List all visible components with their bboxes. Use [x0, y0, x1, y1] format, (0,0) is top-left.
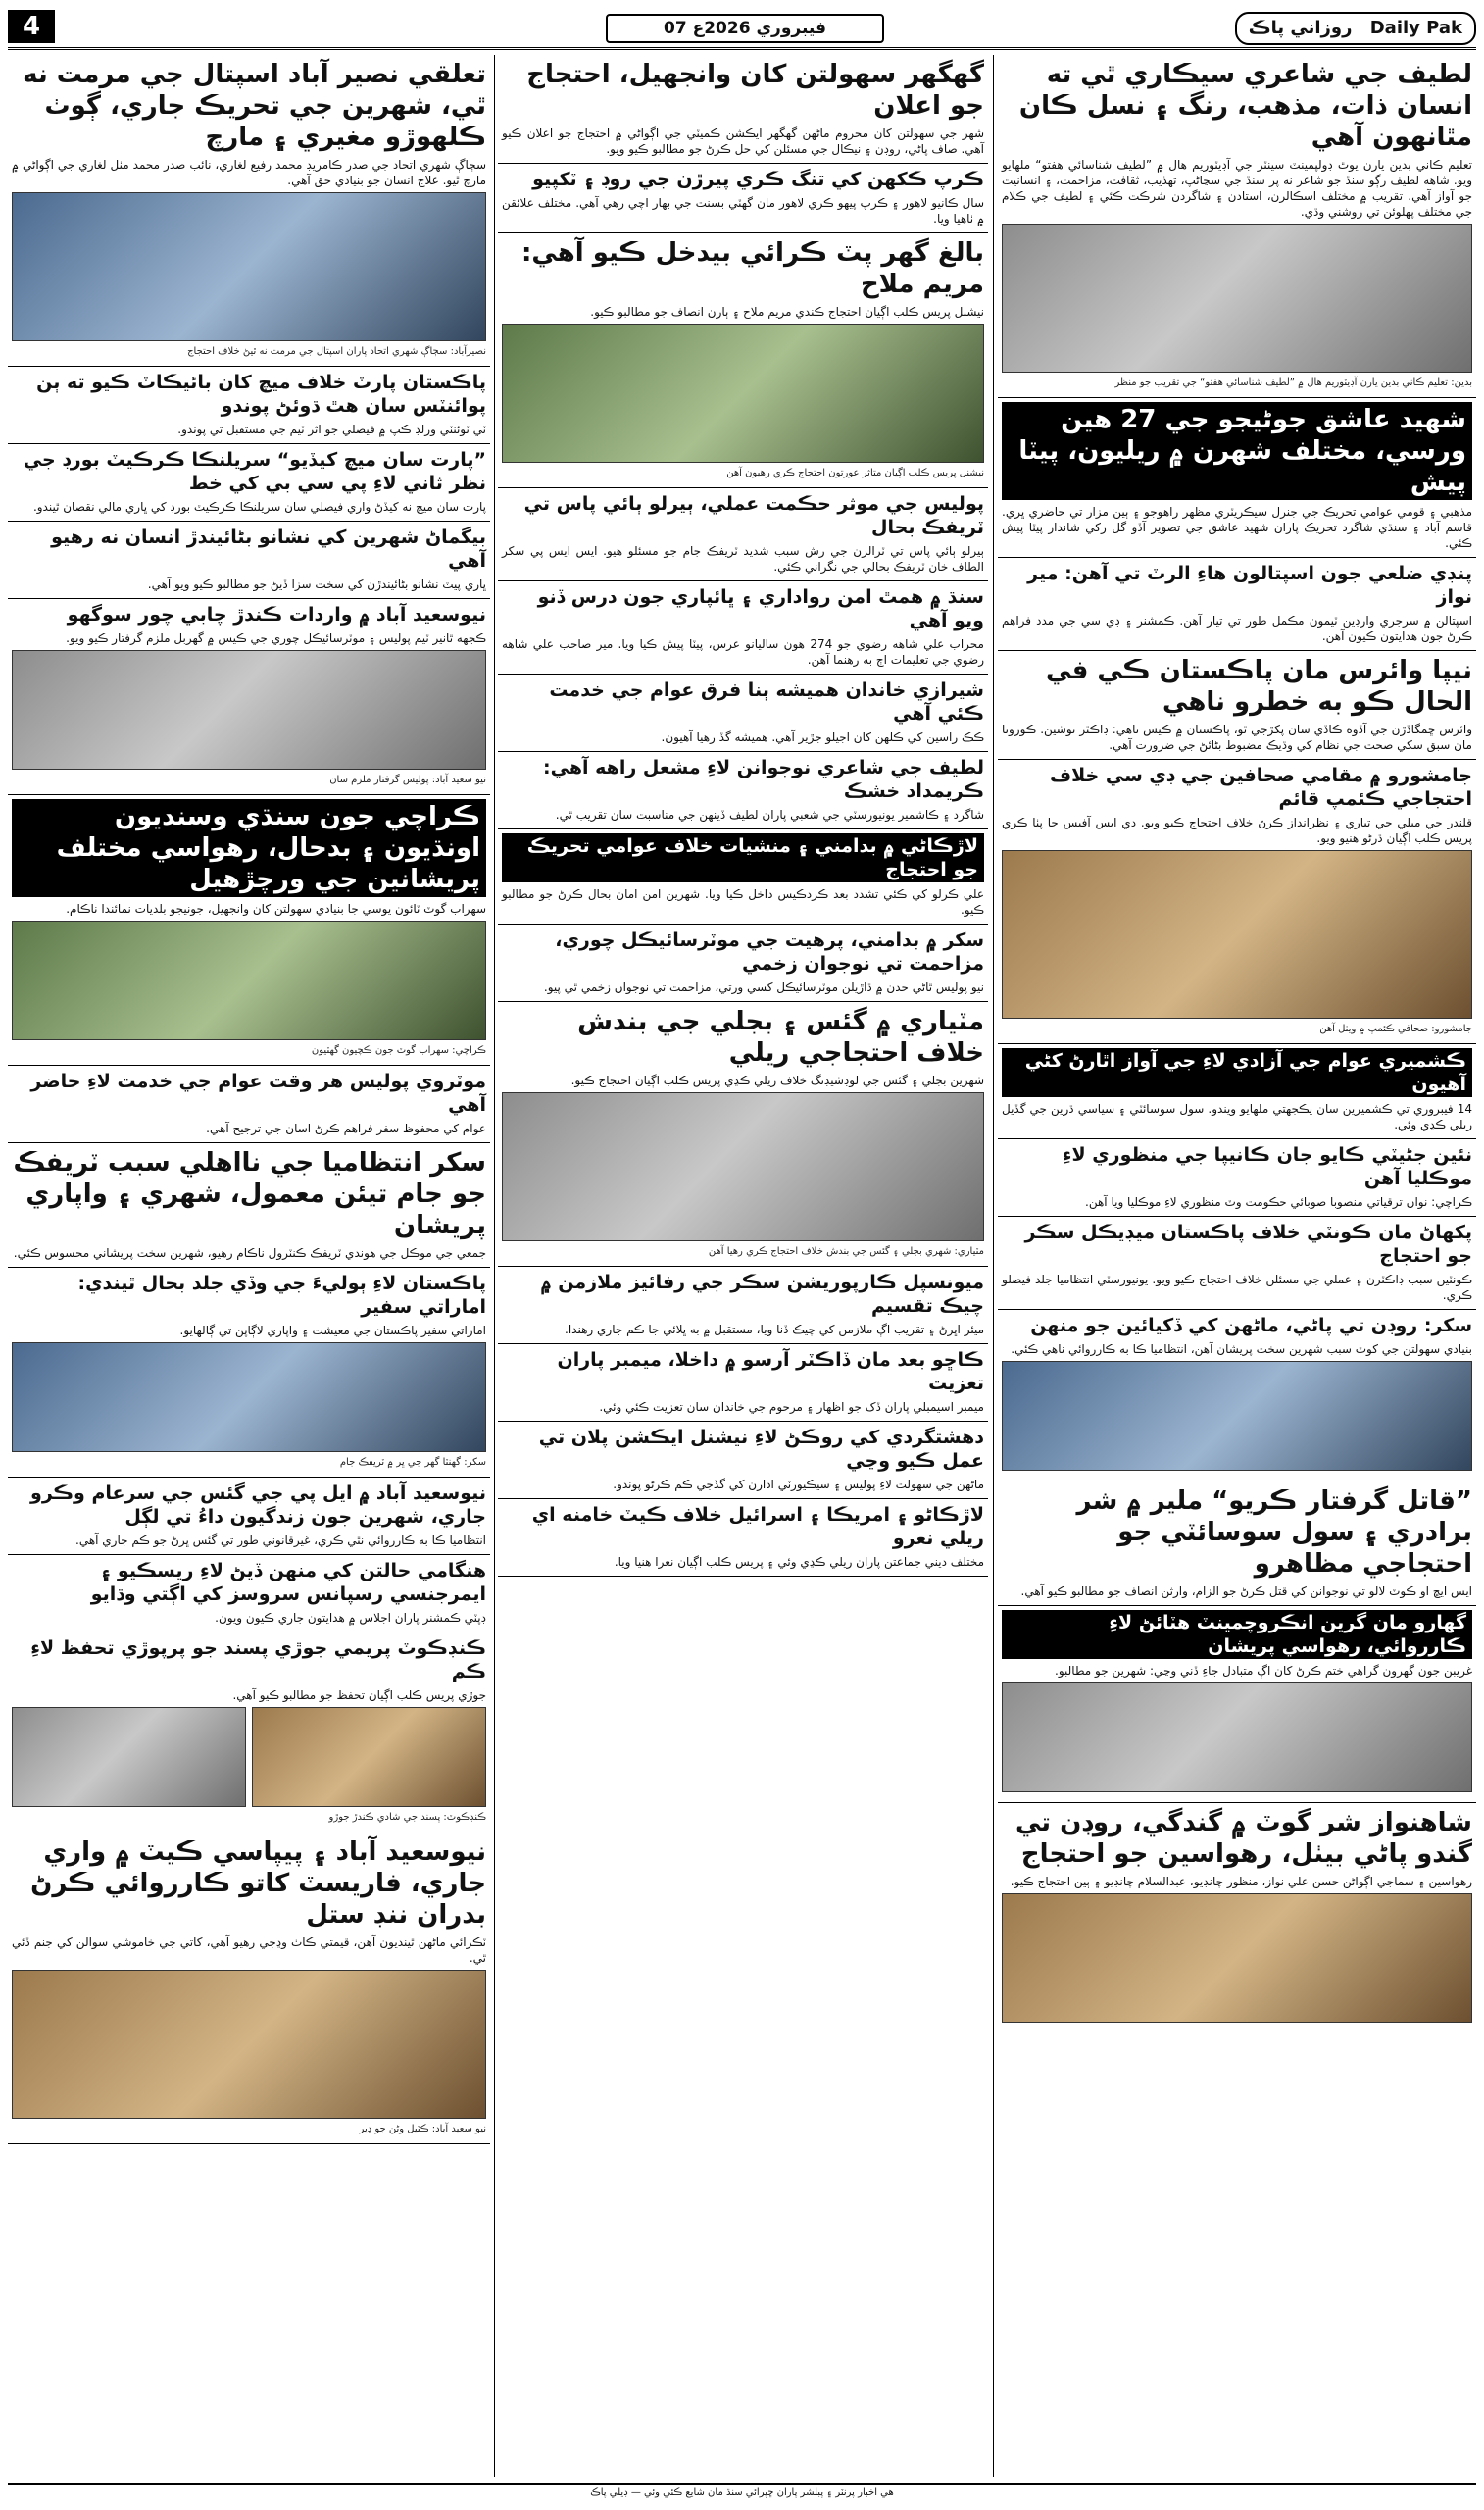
article	[8, 1143, 490, 1268]
article-body: ايس ايڇ او ڪوٽ لالو تي نوجوانن کي قتل ڪرڻ جو الزام، وارثن انصاف جو مطالبو ڪيو آهي.	[1020, 1584, 1472, 1598]
article	[498, 675, 988, 752]
article-headline: بالغ گهر پٽ ڪرائي بيدخل ڪيو آهي: مريم ملاح	[521, 238, 984, 299]
news-photo	[502, 324, 984, 463]
article	[998, 398, 1476, 558]
photo-caption: مٽياري: شهري بجلي ۽ گئس جي بندش خلاف احتجاج ڪري رهيا آهن	[708, 1246, 984, 1257]
article-headline: شهيد عاشق جوڻيجو جي 27 هين ورسي، مختلف شهرن ۾ ريليون، پيٽا پيش	[1002, 402, 1472, 500]
news-photo	[12, 1707, 246, 1807]
article-body: مذهبي ۽ قومي عوامي تحريڪ جي جنرل سيڪريٽري مظهر راهوجو ۽ ٻين مزار تي حاضري ڀري. قاسم آباد ۽ سنڌي شاگرد تحريڪ پاران شهيد عاشق جي تصوير آڏو گل رکي شاندار پيٽا پيش ڪئي.	[1002, 505, 1472, 550]
newspaper-page	[8, 8, 1476, 2502]
article-body: جمعي جي موڪل جي هوندي ٽريفڪ ڪنٽرول ناڪام رهيو، شهرين سخت پريشاني محسوس ڪئي.	[13, 1246, 486, 1260]
article	[498, 1422, 988, 1499]
article-headline: نيوسعيد آباد ۾ واردات ڪندڙ چابي چور سوگهو	[67, 604, 486, 626]
article-headline: پنڊي ضلعي جون اسپتالون هاءِ الرٽ تي آهن: مير نواز	[1027, 563, 1472, 608]
article	[998, 1217, 1476, 1310]
publisher-footer: هي اخبار پرنٽر ۽ پبلشر پاران ڇپرائي سنڌ مان شايع ڪئي وئي — ڊيلي پاڪ	[8, 2483, 1476, 2502]
brand-english: Daily Pak	[1369, 18, 1462, 38]
article-body: جوڙي پريس ڪلب اڳيان تحفظ جو مطالبو ڪيو آهي.	[232, 1688, 486, 1702]
article-headline: سکر ۾ بدامني، پرهيت جي موٽرسائيڪل چوري، مزاحمت تي نوجوان زخمي	[555, 929, 984, 975]
article-body: قلندر جي ميلي جي تياري ۽ نظرانداز ڪرڻ خلاف احتجاج ڪيو ويو. ڊي ايس آفيس جا پٺا ڪري پريس ڪلب اڳيان ڌرڻو هنيو ويو.	[1002, 816, 1472, 845]
article	[498, 55, 988, 164]
article-body: اسپتالن ۾ سرجري وارڊين ٽيمون مڪمل طور تي تيار آهن. ڪمشنر ۽ ڊي سي جي مدد فراهم ڪرڻ جون هدايتون ڪيون آهن.	[1002, 614, 1472, 643]
photo-caption: نيو سعيد آباد: پوليس گرفتار ملزم سان	[329, 775, 486, 785]
article-headline: بيگماڻ شهرين کي نشانو بڻائيندڙ انسان نه رهيو آهي	[51, 527, 486, 572]
article-body: سال ڪانيو لاهور ۽ ڪرپ پيهو ڪري لاهور مان گهٽي بسنت جي بهار اچي رهي آهي. مختلف علائقن ۾ ٺاهيا ويا.	[502, 196, 984, 226]
middle-column	[498, 55, 988, 2477]
article	[8, 1066, 490, 1143]
article	[498, 1344, 988, 1422]
news-photo	[12, 1970, 486, 2119]
article-headline: لطيف جي شاعري سيڪاري ٿي ته انسان ذات، مذهب، رنگ ۽ نسل ڪان مٿانهون آهي	[1018, 60, 1472, 152]
article-body: ميمبر اسيمبلي پاران ڏک جو اظهار ۽ مرحوم جي خاندان سان تعزيت ڪئي وئي.	[599, 1400, 984, 1414]
article-headline: مٽياري ۾ گئس ۽ بجلي جي بندش خلاف احتجاجي ريلي	[577, 1007, 984, 1068]
article-body: پارت سان ميچ نه کيڏڻ واري فيصلي سان سريلنڪا ڪرڪيٽ بورڊ کي ڀاري مالي نقصان ٿيندو.	[32, 500, 486, 514]
newspaper-brand	[1235, 12, 1476, 45]
article-body: انتظاميا ڪا به ڪارروائي نٿي ڪري، غيرقانوني طور تي گئس ڀرڻ جو ڪم جاري آهي.	[75, 1533, 486, 1547]
article-headline: ڪراچي جون سنڌي وسنديون اونڌيون ۽ بدحال، رهواسي مختلف پريشانين جي ورچڙهيل	[12, 799, 486, 897]
article-body: محراب علي شاهه رضوي جو 274 هون ساليانو عرس، پيٽا پيش ڪيا ويا. مير صاحب علي شاهه رضوي جي تعليمات اڄ به رهنما آهن.	[502, 637, 984, 667]
article	[998, 1481, 1476, 1606]
article	[8, 444, 490, 522]
article	[998, 1803, 1476, 2033]
article-headline: ڪنڊڪوٽ پريمي جوڙي پسند جو پرپوڙي تحفظ لاءِ ڪم	[30, 1637, 486, 1682]
article-body: ڪونٽين سبب ڊاڪٽرن ۽ عملي جي مسئلن خلاف احتجاج ڪيو ويو. يونيورسٽي انتظاميا جلد فيصلو ڪري.	[1002, 1273, 1472, 1302]
article-body: شهرين بجلي ۽ گئس جي لوڊشيڊنگ خلاف ريلي ڪڍي پريس ڪلب اڳيان احتجاج ڪيو.	[570, 1074, 984, 1087]
article	[8, 1478, 490, 1555]
article-body: سهراب گوٽ ٽائون يوسي جا بنيادي سهولتن کان وانجهيل، جونيجو بلديات نمائندا ناڪام.	[66, 902, 486, 916]
article-body: مختلف ديني جماعتن پاران ريلي ڪڍي وئي ۽ پريس ڪلب اڳيان نعرا هنيا ويا.	[614, 1555, 984, 1569]
article	[498, 233, 988, 488]
article-headline: ڪرپ ڪکهن کي تنگ ڪري پيرڙن جي روڊ ۽ ٽکپيو	[532, 169, 984, 190]
article	[498, 581, 988, 675]
news-photo	[502, 1092, 984, 1241]
article	[998, 1310, 1476, 1481]
article	[498, 1499, 988, 1577]
article	[498, 925, 988, 1002]
news-photo	[252, 1707, 486, 1807]
article-headline: هنگامي حالتن کي منهن ڏيڻ لاءِ ريسڪيو ۽ ايمرجنسي رسپانس سروسز کي اڳتي وڌايو	[90, 1560, 486, 1605]
photo-caption: نيشنل پريس ڪلب اڳيان متاثر عورتون احتجاج ڪري رهيون آهن	[726, 468, 984, 478]
column-rule	[993, 55, 994, 2477]
article-body: ٽي ٽوئنٽي ورلڊ ڪپ ۾ فيصلي جو اثر ٽيم جي مستقبل تي پوندو.	[177, 423, 486, 436]
article-headline: نئين جڻيٽي ڪايو جان ڪانيپا جي منظوري لاءِ موڪليا آهن	[1062, 1144, 1472, 1189]
news-photo	[1002, 1682, 1472, 1792]
article	[8, 599, 490, 795]
article-body: سڄاڳ شهري اتحاد جي صدر ڪامريڊ محمد رفيع لغاري، نائب صدر محمد مٺل لغاري جي اڳواڻي ۾ مارچ ٿيو. علاج انسان جو بنيادي حق آهي.	[12, 158, 486, 187]
article-headline: پاڪستان لاءِ ٻوليءَ جي وڏي جلد بحال ٿيندي: اماراتي سفير	[77, 1273, 486, 1318]
article-body: ڪجهه ٿانير ٽيم پوليس ۽ موٽرسائيڪل چوري جي ڪيس ۾ گهربل ملزم گرفتار ڪيو ويو.	[66, 631, 486, 645]
news-photo	[1002, 850, 1472, 1019]
news-photo	[12, 1342, 486, 1452]
article-headline: گهارو مان گرين انڪروچمينٽ هٽائڻ لاءِ ڪارروائي، رهواسي پريشان	[1002, 1610, 1472, 1659]
article-body: رهواسين ۽ سماجي اڳواڻن حسن علي نواز، منظور چانڊيو، عبدالسلام چانڊيو ۽ ٻين احتجاج ڪيو.	[1010, 1875, 1472, 1888]
article-headline: سکر انتظاميا جي نااهلي سبب ٽريفڪ جو جام تيئن معمول، شهري ۽ واپاري پريشان	[13, 1148, 486, 1240]
article-headline: پوليس جي موثر حڪمت عملي، ٻيرلو ٻائي پاس تي ٽريفڪ بحال	[523, 493, 984, 538]
article	[8, 1268, 490, 1478]
article-headline: ميونسپل ڪارپوريشن سڪر جي رفائيز ملازمن ۾ چيڪ تقسيم	[540, 1272, 984, 1317]
article-headline: نيوسعيد آباد ۽ پيپاسي ڪيٽ ۾ واري جاري، فاريسٽ کاتو ڪارروائي ڪرڻ بدران ننڊ ستل	[30, 1837, 486, 1930]
article-body: شاگرد ۽ ڪاشمير يونيورسٽي جي شعبي پاران لطيف ڏينهن جي مناسبت سان تقريب ٿي.	[555, 808, 984, 822]
photo-caption: جامشورو: صحافي ڪئمپ ۾ ويٺل آهن	[1319, 1024, 1472, 1034]
article-body: ڪڪ راسين کي ڪلهن کان اجيلو جڙير آهي. هميشه گڏ رهيا آهيون.	[661, 730, 984, 744]
article-body: تعليم ڪاني بدين يارن يوٿ ڊولپمينٽ سينٽر جي آڊيٽوريم هال ۾ ”لطيف شناسائي هفتو“ ملهايو ويو. شاهه لطيف رڳو سنڌ جو شاعر نه پر سنڌ جي سڃاڻپ، تهذيب، ثقافت، مزاحمت، ۽ انسانيت جو آواز آهي. تقريب ۾ مختلف اسڪالرن، استادن ۽ شاگردن شرڪت ڪئي ۽ لطيف جي ڪلام جي مختلف پهلوئن تي روشني وڌي.	[1002, 158, 1472, 219]
photo-caption: بدين: تعليم ڪاني بدين يارن آڊيٽوريم هال ۾ ”لطيف شناسائي هفتو“ جي تقريب جو منظر	[1114, 377, 1472, 388]
article-headline: ڪشميري عوام جي آزادي لاءِ جي آواز اٿارڻ کڻي آهيون	[1002, 1048, 1472, 1097]
article	[998, 558, 1476, 651]
article	[498, 752, 988, 829]
article	[498, 1267, 988, 1344]
article	[998, 1044, 1476, 1139]
article	[998, 651, 1476, 760]
article	[8, 1832, 490, 2144]
article-body: ميئر اڀرڻ ۽ تقريب اڳ ملازمن کي چيڪ ڏنا ويا، مستقبل ۾ به ڀلائي جا ڪم جاري رهندا.	[565, 1323, 984, 1336]
article-headline: لاڙڪاڻي ۾ بدامني ۽ منشيات خلاف عوامي تحريڪ جو احتجاج	[502, 833, 984, 882]
article-body: ٽڪرائي ماڻهن ٿينديون آهن، قيمتي ڪاٺ وڍجي رهيو آهي، کاتي جي خاموشي سوالن کي جنم ڏئي ٿي.	[12, 1935, 486, 1965]
news-photo	[1002, 1361, 1472, 1471]
article-body: ماڻهن جي سهولت لاءِ پوليس ۽ سيڪيورٽي ادارن کي گڏجي ڪم ڪرڻو پوندو.	[613, 1478, 984, 1491]
article	[8, 795, 490, 1066]
article-headline: سکر: روڊن تي پاڻي، ماڻهن کي ڏکيائين جو منهن	[1030, 1315, 1472, 1336]
article-headline: پاڪستان پارٽ خلاف ميچ کان بائيڪاٽ ڪيو ته ٻن پوائنٽس سان هٿ ڌوئڻ پوندو	[36, 372, 486, 417]
photo-caption: ڪنڊڪوٽ: پسند جي شادي ڪندڙ جوڙو	[328, 1812, 486, 1823]
article-headline: شاهنواز شر گوٽ ۾ گندگي، روڊن تي گندو پاڻي بيٺل، رهواسين جو احتجاج	[1014, 1808, 1472, 1869]
article-headline: ڪاڇو بعد مان ڏاڪٽر آرسو ۾ داخلا، ميمبر پاران تعزيت	[557, 1349, 984, 1394]
article-body: ڊپٽي ڪمشنر پاران اجلاس ۾ هدايتون جاري ڪيون ويون.	[215, 1611, 486, 1625]
article	[498, 1002, 988, 1267]
article-headline: ”قاتل گرفتار ڪريو“ ملير ۾ شر برادري ۽ سول سوسائٽي جو احتجاجي مظاهرو	[1076, 1486, 1472, 1579]
photo-caption: سکر: گهنٽا گهر جي ڀر ۾ ٽريفڪ جام	[339, 1457, 486, 1468]
article-headline: پکهاڻ مان ڪونٽي خلاف پاڪستان ميڊيڪل سڪر جو احتجاج	[1024, 1222, 1472, 1267]
news-photo	[12, 921, 486, 1040]
article-headline: نيپا وائرس مان پاڪستان ڪي في الحال ڪو به خطرو ناهي	[1046, 656, 1472, 717]
article-headline: دهشتگردي کي روڪڻ لاءِ نيشنل ايڪشن پلان تي عمل ڪيو وڃي	[538, 1427, 984, 1472]
article-body: نيو پوليس ٿاڻي حدن ۾ ڌاڙيلن موٽرسائيڪل کسي ورتي، مزاحمت تي نوجوان زخمي ٿي پيو.	[543, 980, 984, 994]
article	[498, 829, 988, 925]
article	[8, 1632, 490, 1832]
article	[998, 1139, 1476, 1217]
article	[8, 55, 490, 367]
column-rule	[494, 55, 495, 2477]
article-headline: جامشورو ۾ مقامي صحافين جي ڊي سي خلاف احتجاجي ڪئمپ قائم	[1050, 765, 1472, 810]
article-headline: نيوسعيد آباد ۾ ايل پي جي گئس جي سرعام وڪرو جاري، شهرين جون زندگيون داءُ تي لڳل	[30, 1482, 486, 1528]
article	[8, 1555, 490, 1632]
photo-pair	[12, 1703, 486, 1811]
right-column	[998, 55, 1476, 2477]
article-body: وائرس ڇمگاڏڙن جي آڏوه ڪاڏي سان پکڙجي ٿو، پاڪستان ۾ ڪيس ناهي: ڊاڪٽر نوشين. ڪورونا مان سبق سکي صحت جي نظام کي وڌيڪ مضبوط بڻائڻ جي ضرورت آهي.	[1002, 723, 1472, 752]
article-body: نيشنل پريس ڪلب اڳيان احتجاج ڪندي مريم ملاح ۽ ٻارن انصاف جو مطالبو ڪيو.	[590, 305, 984, 319]
article-headline: سنڌ ۾ همٿ امن رواداري ۽ ڀائپاري جون درس ڏنو ويو آهي	[537, 586, 984, 631]
masthead	[8, 8, 1476, 50]
left-column	[8, 55, 490, 2477]
photo-caption: ڪراچي: سهراب گوٽ جون ڪچيون گهٽيون	[311, 1045, 486, 1056]
article	[498, 488, 988, 581]
article-body: اماراتي سفير پاڪستان جي معيشت ۽ واپاري لاڳاپن تي ڳالهايو.	[179, 1324, 486, 1337]
article-headline: تعلقي نصير آباد اسپتال جي مرمت نه ٿي، شهرين جي تحريڪ جاري، ڳوٺ ڪلهوڙو مغيري ۽ مارچ	[23, 60, 486, 152]
article	[998, 55, 1476, 398]
news-photo	[12, 192, 486, 341]
article	[8, 367, 490, 444]
article-headline: موٽروي پوليس هر وقت عوام جي خدمت لاءِ حاضر آهي	[30, 1071, 486, 1116]
article-headline: لطيف جي شاعري نوجوانن لاءِ مشعل راهه آهي: ڪريمداد خشڪ	[543, 757, 984, 802]
article-body: غريبن جون گهرون گراهي ختم ڪرڻ کان اڳ متبادل جاءِ ڏني وڃي: شهرين جو مطالبو.	[1055, 1664, 1472, 1678]
article	[998, 1606, 1476, 1803]
article-body: 14 فيبروري تي ڪشميرين سان يڪجهتي ملهايو ويندو. سول سوسائٽي ۽ سياسي ڌرين جي گڏيل ريلي ڪڍي وئي.	[1002, 1102, 1472, 1131]
news-photo	[12, 650, 486, 770]
article-headline: شيرازي خاندان هميشه ٻنا فرق عوام جي خدمت ڪئي آهي	[549, 679, 984, 725]
article-headline: گهگهر سهولتن کان وانجهيل، احتجاج جو اعلان	[526, 60, 984, 121]
article-body: علي ڪرلو کي ڪئي تشدد بعد ڪردڪيس داخل ڪيا ويا. شهرين امن امان بحال ڪرڻ جو مطالبو ڪيو.	[502, 887, 984, 917]
article	[998, 760, 1476, 1044]
article-body: ڪراچي: نوان ترقياتي منصوبا صوبائي حڪومت وٽ منظوري لاءِ موڪليا ويا آهن.	[1085, 1195, 1472, 1209]
article-body: عوام کي محفوظ سفر فراهم ڪرڻ اسان جي ترجيح آهي.	[206, 1122, 486, 1135]
news-photo	[1002, 224, 1472, 373]
article-body: شهر جي سهولتن کان محروم ماڻهن گهگهر ايڪشن ڪميٽي جي اڳواڻي ۾ احتجاج جو اعلان ڪيو آهي. صاف پاڻي، روڊن ۽ نيڪال جي مسئلن کي حل ڪرڻ جو مطالبو ڪيو ويو.	[502, 126, 984, 156]
issue-date: 07 فيبروري 2026ع	[606, 14, 884, 43]
article-body: ڀاري پيٽ نشانو بڻائيندڙن کي سخت سزا ڏيڻ جو مطالبو ڪيو ويو آهي.	[147, 577, 486, 591]
article-headline: ”پارت سان ميچ کيڏيو“ سريلنڪا ڪرڪيٽ بورڊ جي نظر ثاني لاءِ پي سي بي کي خط	[23, 449, 486, 494]
article-body: ٻيرلو ٻائي پاس تي ٽرالرن جي رش سبب شديد ٽريفڪ جام جو مسئلو هيو. ايس ايس پي سکر الطاف خان ٽريفڪ بحالي جي نگراني ڪئي.	[502, 544, 984, 574]
article-headline: لاڙڪاڻو ۽ امريڪا ۽ اسرائيل خلاف ڪيٽ خامنه اي ريلي نعرو	[531, 1504, 984, 1549]
photo-caption: نيو سعيد آباد: ڪٽيل وڻن جو ڍير	[359, 2124, 486, 2134]
article-body: بنيادي سهولتن جي کوٽ سبب شهرين سخت پريشان آهن، انتظاميا ڪا به ڪارروائي ناهي ڪئي.	[1011, 1342, 1472, 1356]
article	[8, 522, 490, 599]
article	[498, 164, 988, 233]
page-number: 4	[8, 10, 55, 43]
brand-urdu: روزاني پاڪ	[1248, 18, 1353, 38]
news-photo	[1002, 1893, 1472, 2023]
photo-caption: نصيرآباد: سڄاڳ شهري اتحاد پاران اسپتال جي مرمت نه ٿيڻ خلاف احتجاج	[187, 346, 486, 357]
